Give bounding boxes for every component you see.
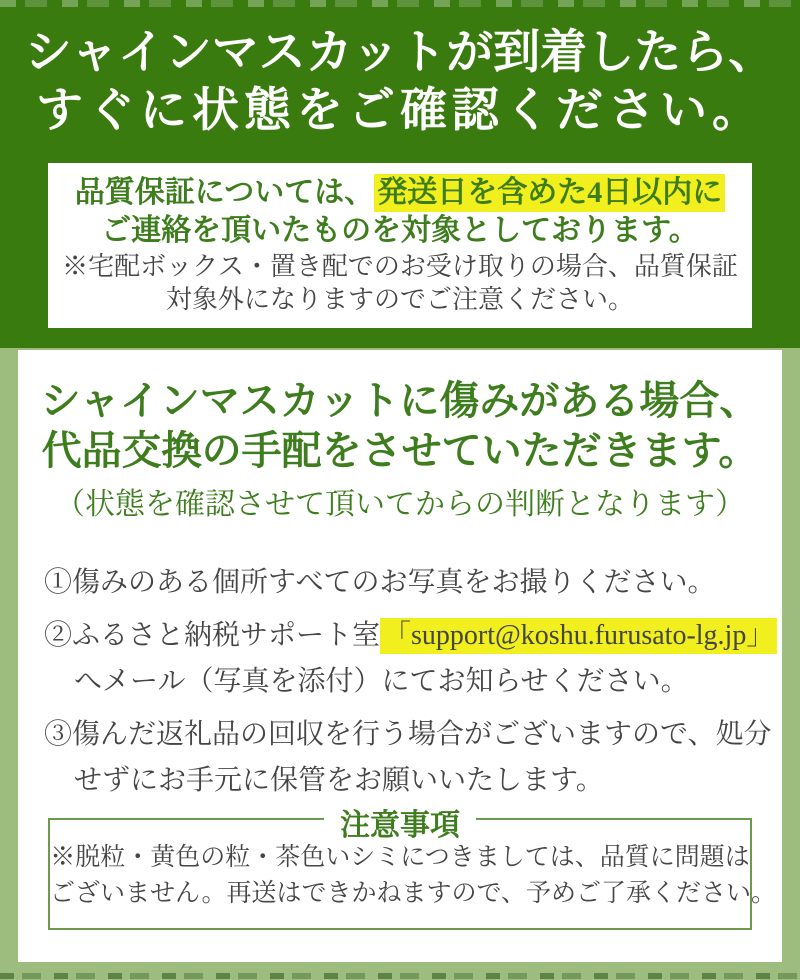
caution-line-1: ※脱粒・黄色の粒・茶色いシミにつきましては、品質に問題は [50,844,750,871]
banner-title [0,24,800,140]
step-2-continuation: へメール（写真を添付）にてお知らせください。 [74,666,689,697]
email-highlight: 「support@koshu.furusato-lg.jp」 [380,618,777,654]
step-3-text: ③傷んだ返礼品の回収を行う場合がございますので、処分 [44,719,772,750]
caution-box [48,809,777,930]
step-3-continuation: せずにお手元に保管をお願いいたします。 [74,765,604,796]
quality-note-line-1: ※宅配ボックス・置き配でのお受け取りの場合、品質保証 [62,252,738,281]
caution-line-2: ございません。再送はできかねますので、予めご了承ください。 [50,880,777,907]
card-heading-line-2: 代品交換の手配をさせていただきます。 [41,428,759,473]
deadline-highlight: 発送日を含めた4日以内に [374,174,725,212]
step-3 [44,712,772,804]
step-1-text: ①傷みのある個所すべてのお写真をお撮りください。 [44,567,716,598]
caution-title: 注意事項 [324,800,476,844]
top-banner [0,0,800,348]
main-area [0,348,800,980]
top-edge-remnant [0,0,800,7]
banner-title-line-2: すぐに状態をご確認ください。 [36,85,764,137]
card-subheading: （状態を確認させて頂いてからの判断となります） [55,488,745,521]
quality-guarantee-box [48,163,752,328]
replacement-card [18,350,782,962]
quality-line-1 [48,174,752,212]
card-heading-line-1: シャインマスカットに傷みがある場合、 [40,378,760,423]
quality-line-1-prefix: 品質保証については、 [74,176,375,209]
step-2-text: ②ふるさと納税サポート室 [44,620,381,651]
quality-line-2: ご連絡を頂いたものを対象としております。 [101,214,699,247]
banner-title-line-1: シャインマスカットが到着したら、 [24,27,776,79]
steps-list [44,560,775,804]
bottom-edge-remnant [0,973,800,979]
step-1 [44,560,756,606]
quality-note-line-2: 対象外になりますのでご注意ください。 [165,285,634,314]
step-2 [44,613,775,705]
